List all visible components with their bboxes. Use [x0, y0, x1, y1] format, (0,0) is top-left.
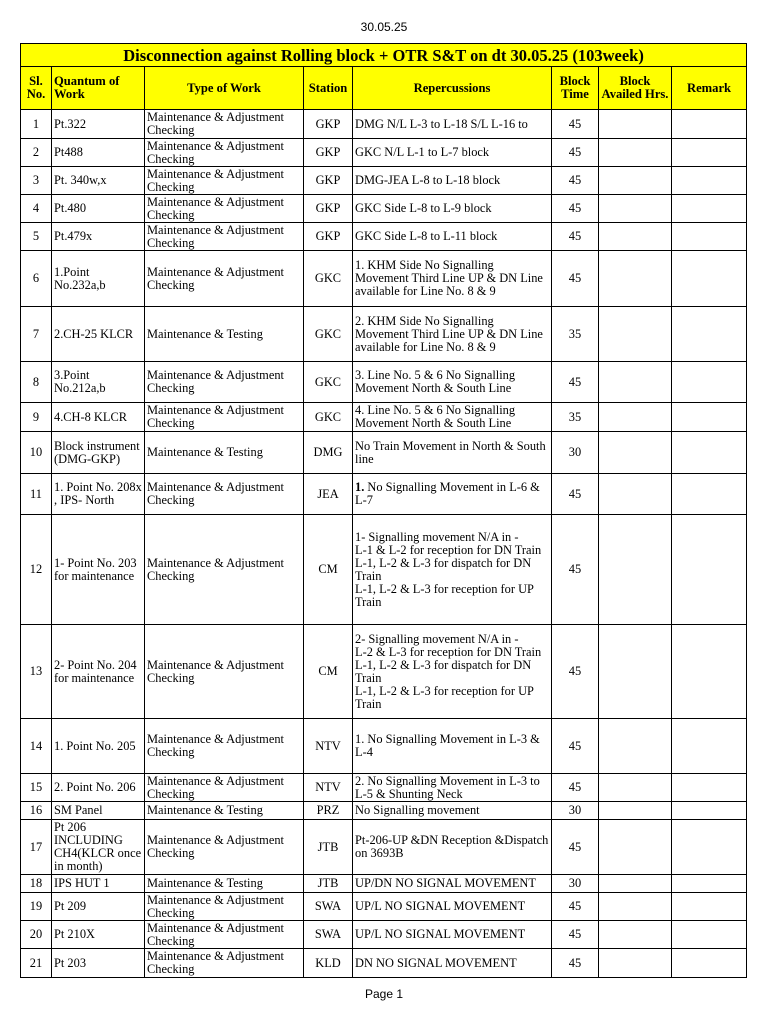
cell-type-of-work: Maintenance & Testing [145, 802, 304, 820]
table-row [21, 875, 747, 893]
table-row [21, 362, 747, 403]
cell-sl: 1 [21, 110, 52, 139]
cell-type-of-work: Maintenance & Adjustment Checking [145, 251, 304, 307]
cell-station: NTV [304, 719, 353, 774]
cell-sl: 2 [21, 139, 52, 167]
cell-quantum: SM Panel [52, 802, 145, 820]
cell-remark [672, 515, 747, 625]
cell-remark [672, 474, 747, 515]
cell-block-availed [599, 432, 672, 474]
cell-block-time: 45 [552, 139, 599, 167]
cell-block-time: 45 [552, 774, 599, 802]
cell-sl: 8 [21, 362, 52, 403]
cell-block-time: 35 [552, 307, 599, 362]
cell-repercussions: No Signalling movement [353, 802, 552, 820]
cell-sl: 7 [21, 307, 52, 362]
cell-sl: 9 [21, 403, 52, 432]
cell-block-availed [599, 802, 672, 820]
cell-type-of-work: Maintenance & Testing [145, 432, 304, 474]
cell-quantum: 1- Point No. 203 for maintenance [52, 515, 145, 625]
cell-sl: 4 [21, 195, 52, 223]
cell-repercussions: Pt-206-UP &DN Reception &Dispatch on 3693B [353, 820, 552, 875]
cell-type-of-work: Maintenance & Testing [145, 875, 304, 893]
cell-block-time: 45 [552, 167, 599, 195]
cell-remark [672, 223, 747, 251]
cell-repercussions: 2- Signalling movement N/A in - L-2 & L-3 for reception for DN Train L-1, L-2 & L-3 for dispatch for DN Train L-1, L-2 & L-3 for reception for UP Train [353, 625, 552, 719]
cell-sl: 17 [21, 820, 52, 875]
table-row [21, 820, 747, 875]
cell-repercussions: 2. KHM Side No Signalling Movement Third Line UP & DN Line available for Line No. 8 & 9 [353, 307, 552, 362]
table-row [21, 223, 747, 251]
cell-quantum: Pt 210X [52, 921, 145, 949]
col-header-repercussions: Repercussions [353, 67, 552, 110]
cell-block-time: 45 [552, 474, 599, 515]
cell-type-of-work: Maintenance & Adjustment Checking [145, 167, 304, 195]
cell-block-availed [599, 110, 672, 139]
cell-block-time: 45 [552, 719, 599, 774]
cell-station: DMG [304, 432, 353, 474]
cell-quantum: 3.Point No.212a,b [52, 362, 145, 403]
table-row [21, 949, 747, 978]
cell-block-availed [599, 251, 672, 307]
cell-quantum: Pt.480 [52, 195, 145, 223]
cell-block-availed [599, 921, 672, 949]
cell-station: KLD [304, 949, 353, 978]
cell-block-availed [599, 403, 672, 432]
cell-repercussions: 1- Signalling movement N/A in - L-1 & L-2 for reception for DN Train L-1, L-2 & L-3 for dispatch for DN Train L-1, L-2 & L-3 for reception for UP Train [353, 515, 552, 625]
cell-repercussions: UP/L NO SIGNAL MOVEMENT [353, 893, 552, 921]
cell-station: GKC [304, 251, 353, 307]
cell-block-availed [599, 949, 672, 978]
cell-sl: 19 [21, 893, 52, 921]
table-row [21, 195, 747, 223]
cell-block-time: 45 [552, 362, 599, 403]
cell-type-of-work: Maintenance & Adjustment Checking [145, 474, 304, 515]
cell-block-availed [599, 774, 672, 802]
cell-quantum: Pt. 340w,x [52, 167, 145, 195]
cell-quantum: 2.CH-25 KLCR [52, 307, 145, 362]
cell-sl: 6 [21, 251, 52, 307]
cell-remark [672, 110, 747, 139]
cell-quantum: 1. Point No. 208x , IPS- North [52, 474, 145, 515]
cell-block-availed [599, 223, 672, 251]
cell-type-of-work: Maintenance & Adjustment Checking [145, 774, 304, 802]
cell-sl: 18 [21, 875, 52, 893]
cell-remark [672, 949, 747, 978]
cell-repercussions: DMG-JEA L-8 to L-18 block [353, 167, 552, 195]
repercussion-number: 1. [355, 480, 365, 494]
cell-block-time: 30 [552, 875, 599, 893]
cell-remark [672, 802, 747, 820]
table-row [21, 719, 747, 774]
cell-quantum: Pt 203 [52, 949, 145, 978]
cell-type-of-work: Maintenance & Adjustment Checking [145, 110, 304, 139]
cell-station: CM [304, 515, 353, 625]
cell-remark [672, 774, 747, 802]
cell-repercussions [353, 474, 552, 515]
col-header-quantum: Quantum of Work [52, 67, 145, 110]
cell-type-of-work: Maintenance & Adjustment Checking [145, 139, 304, 167]
cell-quantum: 4.CH-8 KLCR [52, 403, 145, 432]
cell-type-of-work: Maintenance & Adjustment Checking [145, 403, 304, 432]
cell-block-time: 45 [552, 195, 599, 223]
cell-block-availed [599, 307, 672, 362]
cell-block-availed [599, 167, 672, 195]
cell-station: SWA [304, 921, 353, 949]
table-row [21, 403, 747, 432]
cell-remark [672, 251, 747, 307]
repercussion-text: No Signalling Movement in L-6 & L-7 [355, 480, 540, 507]
cell-block-time: 30 [552, 802, 599, 820]
cell-quantum: IPS HUT 1 [52, 875, 145, 893]
cell-quantum: Pt.322 [52, 110, 145, 139]
cell-block-time: 45 [552, 110, 599, 139]
table-row [21, 167, 747, 195]
cell-remark [672, 625, 747, 719]
cell-type-of-work: Maintenance & Adjustment Checking [145, 625, 304, 719]
cell-remark [672, 921, 747, 949]
cell-sl: 14 [21, 719, 52, 774]
cell-remark [672, 875, 747, 893]
cell-station: GKC [304, 362, 353, 403]
cell-block-availed [599, 195, 672, 223]
cell-quantum: Pt 209 [52, 893, 145, 921]
table-row [21, 802, 747, 820]
cell-type-of-work: Maintenance & Adjustment Checking [145, 362, 304, 403]
cell-sl: 20 [21, 921, 52, 949]
cell-quantum: Block instrument (DMG-GKP) [52, 432, 145, 474]
table-title: Disconnection against Rolling block + OTR S&T on dt 30.05.25 (103week) [21, 44, 747, 67]
cell-sl: 5 [21, 223, 52, 251]
cell-sl: 3 [21, 167, 52, 195]
cell-repercussions: GKC N/L L-1 to L-7 block [353, 139, 552, 167]
cell-repercussions: UP/L NO SIGNAL MOVEMENT [353, 921, 552, 949]
cell-type-of-work: Maintenance & Testing [145, 307, 304, 362]
cell-type-of-work: Maintenance & Adjustment Checking [145, 515, 304, 625]
table-row [21, 893, 747, 921]
disconnection-table [20, 43, 747, 978]
cell-block-time: 45 [552, 893, 599, 921]
cell-repercussions: No Train Movement in North & South line [353, 432, 552, 474]
cell-type-of-work: Maintenance & Adjustment Checking [145, 921, 304, 949]
cell-repercussions: DN NO SIGNAL MOVEMENT [353, 949, 552, 978]
cell-block-availed [599, 515, 672, 625]
cell-remark [672, 403, 747, 432]
col-header-sl: Sl. No. [21, 67, 52, 110]
cell-block-time: 45 [552, 921, 599, 949]
cell-remark [672, 195, 747, 223]
cell-type-of-work: Maintenance & Adjustment Checking [145, 223, 304, 251]
cell-station: JTB [304, 820, 353, 875]
cell-station: JEA [304, 474, 353, 515]
cell-type-of-work: Maintenance & Adjustment Checking [145, 893, 304, 921]
cell-repercussions: 2. No Signalling Movement in L-3 to L-5 & Shunting Neck [353, 774, 552, 802]
cell-station: GKP [304, 110, 353, 139]
cell-remark [672, 307, 747, 362]
cell-repercussions: UP/DN NO SIGNAL MOVEMENT [353, 875, 552, 893]
table-row [21, 774, 747, 802]
cell-type-of-work: Maintenance & Adjustment Checking [145, 719, 304, 774]
cell-remark [672, 167, 747, 195]
cell-station: GKP [304, 167, 353, 195]
cell-type-of-work: Maintenance & Adjustment Checking [145, 820, 304, 875]
cell-remark [672, 139, 747, 167]
cell-block-time: 45 [552, 820, 599, 875]
cell-remark [672, 719, 747, 774]
cell-sl: 12 [21, 515, 52, 625]
cell-block-availed [599, 893, 672, 921]
cell-station: GKP [304, 139, 353, 167]
cell-repercussions: 1. KHM Side No Signalling Movement Third Line UP & DN Line available for Line No. 8 & 9 [353, 251, 552, 307]
cell-block-time: 45 [552, 251, 599, 307]
cell-block-time: 35 [552, 403, 599, 432]
cell-sl: 15 [21, 774, 52, 802]
cell-sl: 13 [21, 625, 52, 719]
cell-block-time: 45 [552, 223, 599, 251]
cell-station: NTV [304, 774, 353, 802]
cell-type-of-work: Maintenance & Adjustment Checking [145, 949, 304, 978]
table-row [21, 921, 747, 949]
table-row [21, 307, 747, 362]
cell-quantum: Pt488 [52, 139, 145, 167]
page-date: 30.05.25 [360, 20, 408, 34]
column-header-row [21, 67, 747, 110]
cell-repercussions: DMG N/L L-3 to L-18 S/L L-16 to [353, 110, 552, 139]
cell-sl: 21 [21, 949, 52, 978]
cell-type-of-work: Maintenance & Adjustment Checking [145, 195, 304, 223]
cell-sl: 16 [21, 802, 52, 820]
cell-station: CM [304, 625, 353, 719]
cell-sl: 10 [21, 432, 52, 474]
cell-repercussions: GKC Side L-8 to L-11 block [353, 223, 552, 251]
cell-repercussions: 3. Line No. 5 & 6 No Signalling Movement North & South Line [353, 362, 552, 403]
cell-remark [672, 432, 747, 474]
cell-block-time: 45 [552, 515, 599, 625]
cell-sl: 11 [21, 474, 52, 515]
col-header-remark: Remark [672, 67, 747, 110]
cell-remark [672, 820, 747, 875]
page-number: Page 1 [364, 987, 404, 1001]
cell-block-availed [599, 719, 672, 774]
cell-repercussions: 1. No Signalling Movement in L-3 & L-4 [353, 719, 552, 774]
table-row [21, 110, 747, 139]
cell-remark [672, 362, 747, 403]
cell-station: GKP [304, 195, 353, 223]
cell-block-availed [599, 625, 672, 719]
cell-block-time: 45 [552, 625, 599, 719]
table-row [21, 625, 747, 719]
cell-station: JTB [304, 875, 353, 893]
cell-quantum: 2. Point No. 206 [52, 774, 145, 802]
cell-remark [672, 893, 747, 921]
table-row [21, 474, 747, 515]
table-row [21, 432, 747, 474]
cell-repercussions: GKC Side L-8 to L-9 block [353, 195, 552, 223]
table-row [21, 139, 747, 167]
cell-block-time: 45 [552, 949, 599, 978]
cell-block-availed [599, 139, 672, 167]
cell-block-availed [599, 875, 672, 893]
cell-block-availed [599, 362, 672, 403]
cell-station: GKC [304, 403, 353, 432]
col-header-station: Station [304, 67, 353, 110]
cell-block-availed [599, 474, 672, 515]
col-header-block-time: Block Time [552, 67, 599, 110]
cell-station: SWA [304, 893, 353, 921]
cell-quantum: 1. Point No. 205 [52, 719, 145, 774]
cell-station: GKC [304, 307, 353, 362]
cell-block-time: 30 [552, 432, 599, 474]
cell-block-availed [599, 820, 672, 875]
cell-quantum: Pt 206 INCLUDING CH4(KLCR once in month) [52, 820, 145, 875]
cell-station: GKP [304, 223, 353, 251]
cell-repercussions: 4. Line No. 5 & 6 No Signalling Movement North & South Line [353, 403, 552, 432]
cell-station: PRZ [304, 802, 353, 820]
table-row [21, 251, 747, 307]
col-header-type: Type of Work [145, 67, 304, 110]
col-header-block-availed: Block Availed Hrs. [599, 67, 672, 110]
cell-quantum: 1.Point No.232a,b [52, 251, 145, 307]
cell-quantum: Pt.479x [52, 223, 145, 251]
table-row [21, 515, 747, 625]
cell-quantum: 2- Point No. 204 for maintenance [52, 625, 145, 719]
